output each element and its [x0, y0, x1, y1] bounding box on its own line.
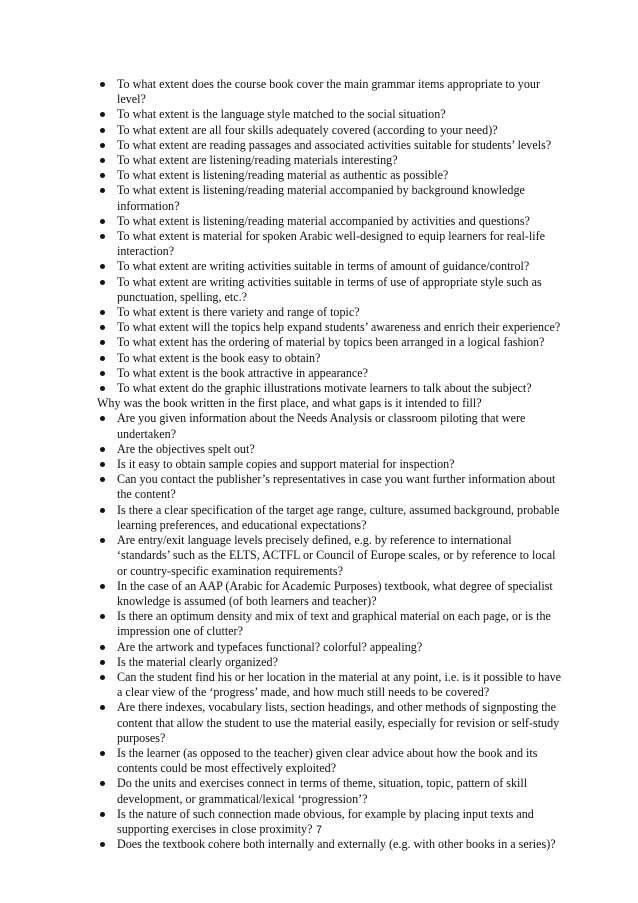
list-item-text: Are there indexes, vocabulary lists, section headings, and other methods of signposting the content that allow the student to use the material easily, especially for revision or self-study purposes? — [117, 700, 560, 745]
bullet-icon — [100, 447, 105, 452]
list-item — [97, 138, 567, 153]
list-item — [97, 579, 567, 609]
bullet-icon — [100, 173, 105, 178]
section-paragraph: Why was the book written in the first place, and what gaps is it intended to fill? — [97, 396, 482, 411]
list-item — [97, 503, 567, 533]
list-item — [97, 533, 567, 579]
bullet-icon — [100, 340, 105, 345]
bullet-icon — [100, 675, 105, 680]
list-item-text: To what extent is listening/reading material accompanied by background knowledge information? — [117, 183, 525, 213]
list-item-text: To what extent will the topics help expand students’ awareness and enrich their experience? — [117, 320, 561, 335]
list-item — [97, 776, 567, 806]
list-item — [97, 153, 567, 168]
bullet-icon — [100, 128, 105, 133]
bullet-icon — [100, 508, 105, 513]
list-item-text: Can the student find his or her location in the material at any point, i.e. is it possible to have a clear view of the ‘progress’ made, and how much still needs to be covered? — [117, 669, 562, 700]
bullet-icon — [100, 705, 105, 710]
list-item — [97, 229, 567, 259]
list-item — [97, 214, 567, 229]
list-item-text: Are the artwork and typefaces functional? colorful? appealing? — [117, 639, 423, 654]
list-item — [97, 442, 567, 457]
list-item-text: Are you given information about the Needs Analysis or classroom piloting that were undertaken? — [117, 411, 526, 441]
question-list-b — [97, 411, 567, 852]
bullet-icon — [100, 462, 105, 467]
bullet-icon — [100, 842, 105, 847]
list-item — [97, 670, 567, 700]
list-item-text: Is the learner (as opposed to the teacher) given clear advice about how the book and its contents could be most effectively exploited? — [117, 745, 538, 776]
list-item — [97, 411, 567, 441]
list-item — [97, 746, 567, 776]
list-item-text: Can you contact the publisher’s representatives in case you want further information about the content? — [117, 472, 556, 502]
list-item — [97, 305, 567, 320]
list-item-text: Are the objectives spelt out? — [117, 441, 255, 456]
bullet-icon — [100, 751, 105, 756]
bullet-icon — [100, 538, 105, 543]
list-item — [97, 183, 567, 213]
bullet-icon — [100, 188, 105, 193]
bullet-icon — [100, 280, 105, 285]
list-item-text: Are entry/exit language levels precisely defined, e.g. by reference to international ‘standards’ such as the ELTS, ACTFL or Council of Europe scales, or by reference to local or country-specific examination requirements? — [117, 533, 556, 578]
bullet-icon — [100, 386, 105, 391]
bullet-icon — [100, 264, 105, 269]
list-item-text: To what extent are all four skills adequately covered (according to your need)? — [117, 122, 498, 137]
list-item — [97, 457, 567, 472]
list-item — [97, 640, 567, 655]
list-item — [97, 335, 567, 350]
page-content — [97, 77, 567, 852]
list-item — [97, 351, 567, 366]
bullet-icon — [100, 781, 105, 786]
list-item-text: To what extent are writing activities suitable in terms of amount of guidance/control? — [117, 259, 530, 274]
list-item-text: Is there an optimum density and mix of text and graphical material on each page, or is the impression one of clutter? — [117, 609, 551, 639]
bullet-icon — [100, 356, 105, 361]
bullet-icon — [100, 325, 105, 330]
bullet-icon — [100, 614, 105, 619]
list-item — [97, 259, 567, 274]
list-item-text: To what extent do the graphic illustrations motivate learners to talk about the subject? — [117, 381, 532, 396]
question-list-a — [97, 77, 567, 396]
list-item-text: To what extent is listening/reading material accompanied by activities and questions? — [117, 213, 530, 228]
list-item-text: To what extent is material for spoken Arabic well-designed to equip learners for real-life interaction? — [117, 229, 545, 259]
list-item-text: Is the material clearly organized? — [117, 654, 278, 669]
bullet-icon — [100, 371, 105, 376]
list-item-text: Do the units and exercises connect in terms of theme, situation, topic, pattern of skill development, or grammatical/lexical ‘progression’? — [117, 776, 528, 806]
list-item — [97, 107, 567, 122]
bullet-icon — [100, 660, 105, 665]
bullet-icon — [100, 143, 105, 148]
bullet-icon — [100, 645, 105, 650]
bullet-icon — [100, 310, 105, 315]
list-item-text: Is there a clear specification of the target age range, culture, assumed background, probable learning preferences, and educational expectations? — [117, 502, 560, 532]
list-item-text: To what extent are listening/reading materials interesting? — [117, 153, 398, 168]
bullet-icon — [100, 584, 105, 589]
list-item — [97, 123, 567, 138]
list-item-text: In the case of an AAP (Arabic for Academic Purposes) textbook, what degree of specialist knowledge is assumed (of both learners and teacher)? — [117, 578, 553, 608]
bullet-icon — [100, 219, 105, 224]
list-item — [97, 655, 567, 670]
list-item — [97, 837, 567, 852]
bullet-icon — [100, 812, 105, 817]
list-item-text: To what extent are reading passages and associated activities suitable for students’ levels? — [117, 137, 552, 152]
bullet-icon — [100, 234, 105, 239]
list-item-text: To what extent does the course book cover the main grammar items appropriate to your level? — [117, 77, 540, 107]
bullet-icon — [100, 158, 105, 163]
list-item — [97, 381, 567, 396]
bullet-icon — [100, 416, 105, 421]
list-item — [97, 77, 567, 107]
bullet-icon — [100, 477, 105, 482]
list-item-text: To what extent is the language style matched to the social situation? — [117, 107, 446, 122]
list-item — [97, 275, 567, 305]
list-item — [97, 320, 567, 335]
list-item — [97, 366, 567, 381]
list-item — [97, 609, 567, 639]
bullet-icon — [100, 112, 105, 117]
list-item-text: To what extent are writing activities suitable in terms of use of appropriate style such as punctuation, spelling, etc.? — [117, 274, 542, 304]
list-item-text: Does the textbook cohere both internally and externally (e.g. with other books in a series)? — [117, 837, 556, 852]
list-item-text: To what extent has the ordering of material by topics been arranged in a logical fashion? — [117, 335, 545, 350]
list-item-text: To what extent is the book easy to obtain? — [117, 350, 321, 365]
list-item — [97, 472, 567, 502]
list-item — [97, 700, 567, 746]
list-item-text: To what extent is the book attractive in appearance? — [117, 365, 368, 380]
bullet-icon — [100, 82, 105, 87]
list-item-text: To what extent is listening/reading material as authentic as possible? — [117, 168, 449, 183]
list-item-text: To what extent is there variety and range of topic? — [117, 305, 360, 320]
page-number: 7 — [315, 824, 323, 836]
list-item-text: Is it easy to obtain sample copies and support material for inspection? — [117, 457, 455, 472]
list-item-text: Is the nature of such connection made obvious, for example by placing input texts and supporting exercises in close proximity? — [117, 806, 534, 836]
list-item — [97, 168, 567, 183]
